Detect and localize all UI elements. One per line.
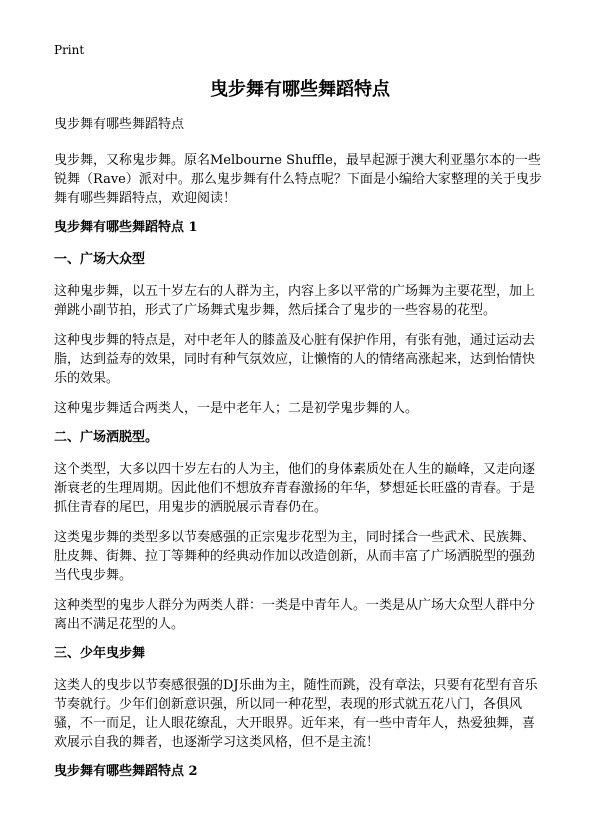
part1-paragraph: 这种鬼步舞，以五十岁左右的人群为主，内容上多以平常的广场舞为主要花型，加上弹跳小副节拍，形式了广场舞式鬼步舞，然后揉合了鬼步的一些容易的花型。 [54,284,536,318]
part1-paragraph: 这种鬼步舞适合两类人，一是中老年人；二是初学鬼步舞的人。 [54,401,419,416]
part2-paragraph: 这种类型的鬼步人群分为两类人群：一类是中青年人。一类是从广场大众型人群中分离出不满足花型的人。 [54,598,536,632]
part3-heading: 三、少年曳步舞 [54,646,146,661]
print-link[interactable]: Print [54,43,85,57]
part1-paragraph: 这种曳步舞的特点是，对中老年人的膝盖及心脏有保护作用，有张有弛，通过运动去脂，达到益寿的效果，同时有种气氛效应，让懒惰的人的情绪高涨起来，达到怡情快乐的效果。 [54,333,536,386]
document-subtitle: 曳步舞有哪些舞蹈特点 [54,117,185,132]
part2-paragraph: 这个类型，大多以四十岁左右的人为主，他们的身体素质处在人生的巅峰，又走向逐渐衰老的生理周期。因此他们不想放弃青春激扬的年华，梦想延长旺盛的青春。于是抓住青春的尾巴，用鬼步的洒脱展示青春仍在。 [54,462,536,515]
part2-heading: 二、广场洒脱型。 [54,430,159,445]
page-title: 曳步舞有哪些舞蹈特点 [210,79,390,100]
part3-paragraph: 这类人的曳步以节奏感很强的DJ乐曲为主，随性而跳，没有章法，只要有花型有音乐节奏就行。少年们创新意识强，所以同一种花型，表现的形式就五花八门，各俱风骚，不一而足，让人眼花缭乱，大开眼界。近年来，有一些中青年人，热爱独舞，喜欢展示自我的舞者，也逐渐学习这类风格，但不是主流！ [54,678,538,750]
part1-heading: 一、广场大众型 [54,252,146,267]
section-heading-1: 曳步舞有哪些舞蹈特点 1 [54,220,198,235]
intro-paragraph: 曳步舞，又称鬼步舞。原名Melbourne Shuffle，最早起源于澳大利亚墨尔本的一些锐舞（Rave）派对中。那么鬼步舞有什么特点呢？下面是小编给大家整理的关于曳步舞有哪些舞蹈特点，欢迎阅读！ [54,153,542,206]
section-heading-2: 曳步舞有哪些舞蹈特点 2 [54,764,198,779]
part2-paragraph: 这类鬼步舞的类型多以节奏感强的正宗鬼步花型为主，同时揉合一些武术、民族舞、肚皮舞、街舞、拉丁等舞种的经典动作加以改造创新，从而丰富了广场洒脱型的强劲当代曳步舞。 [54,530,536,583]
